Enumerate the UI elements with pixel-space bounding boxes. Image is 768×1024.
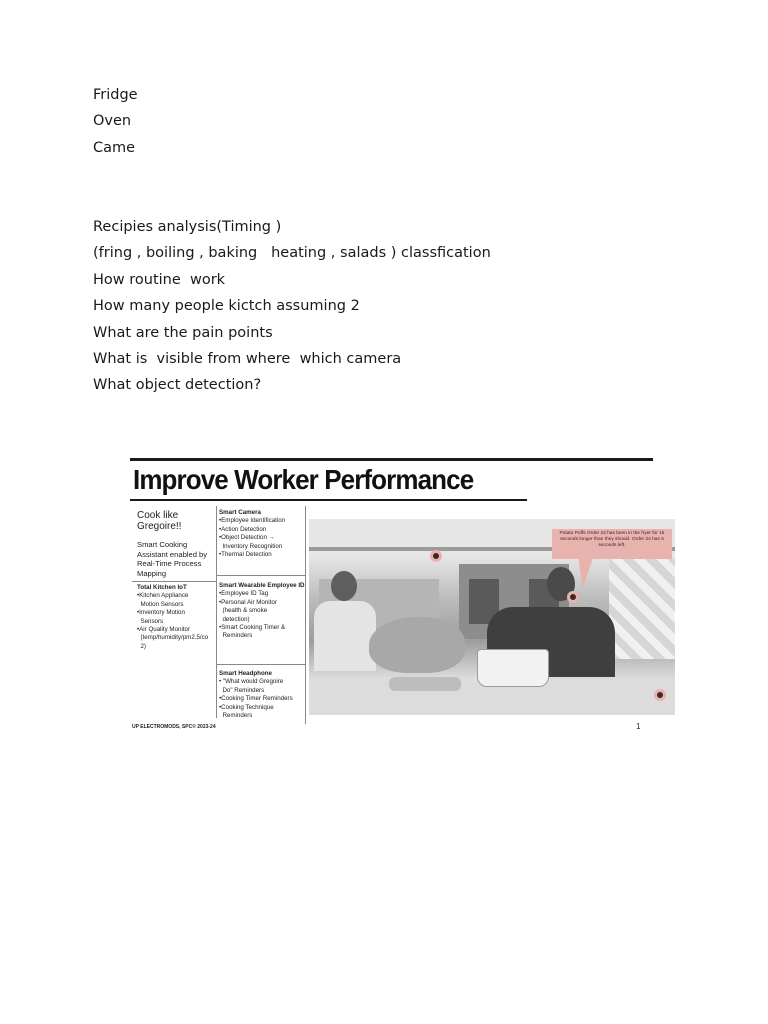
- feature-block-item: Inventory Recognition: [219, 542, 283, 550]
- feature-block-item: •Cooking Technique: [219, 703, 274, 711]
- slide-image: [122, 452, 678, 738]
- feature-block-item: •Kitchen Appliance: [137, 592, 189, 600]
- feature-block-item: •Employee ID Tag: [219, 590, 269, 598]
- callout-tail: [575, 559, 592, 589]
- note-line: Recipies analysis(Timing ): [93, 219, 282, 235]
- note-line: Fridge: [93, 87, 138, 103]
- title-rule-top: [130, 458, 653, 461]
- photo-cook-left-body: [314, 601, 376, 671]
- feature-block-item: (temp/humidity/pm2.5/co: [137, 634, 209, 642]
- note-line: Oven: [93, 113, 132, 130]
- feature-block: [219, 509, 305, 559]
- note-line: How many people kictch assuming 2: [93, 298, 360, 315]
- feature-block-divider: [216, 575, 306, 576]
- feature-block-item: •Thermal Detection: [219, 551, 272, 559]
- photo-pig-statue: [369, 617, 465, 673]
- slide-page-number: 1: [636, 722, 641, 731]
- kitchen-photo: [309, 519, 675, 715]
- cook-subheading: Smart Cooking Assistant enabled by Real-Time Process Mapping: [137, 540, 208, 578]
- order-callout: Potato Puffs Order 23 has been in the fryer for 15 seconds longer than they should. Order 24 has 5 seconds left.: [552, 529, 672, 559]
- note-line: What is visible from where which camera: [93, 351, 402, 367]
- feature-block-item: •Action Detection: [219, 525, 267, 533]
- photo-tiles: [609, 559, 675, 659]
- feature-block-item: •Smart Cooking Timer &: [219, 624, 286, 632]
- sensor-marker-icon: [430, 550, 442, 562]
- feature-block-item: (health & smoke: [219, 607, 268, 615]
- feature-block: [219, 670, 305, 720]
- slide-footer-copyright: UP ELECTROMODS, SPC© 2023-24: [132, 724, 216, 730]
- feature-block-item: Do" Reminders: [219, 686, 265, 694]
- feature-block-item: • "What would Gregoire: [219, 678, 284, 686]
- note-line: (fring , boiling , baking heating , salads ) classfication: [93, 245, 491, 262]
- feature-block-title: Total Kitchen IoT: [137, 584, 187, 591]
- feature-block-title: Smart Camera: [219, 509, 261, 516]
- feature-block-divider: [216, 664, 306, 665]
- photo-pig-base: [389, 677, 461, 691]
- feature-block-item: Sensors: [137, 617, 164, 625]
- feature-block-item: 2): [137, 642, 146, 650]
- kitchen-iot-block: [137, 584, 219, 651]
- column-divider-1: [216, 506, 217, 718]
- note-line: Came: [93, 139, 136, 156]
- feature-block-title: Smart Wearable Employee ID: [219, 582, 305, 589]
- feature-block-item: •Inventory Motion: [137, 609, 185, 617]
- feature-block-item: Motion Sensors: [137, 600, 184, 608]
- feature-block-item: •Cooking Timer Reminders: [219, 695, 293, 703]
- feature-block-item: Reminders: [219, 712, 253, 720]
- note-line: What are the pain points: [93, 324, 273, 341]
- note-line: How routine work: [93, 271, 226, 288]
- feature-block-item: Reminders: [219, 632, 253, 640]
- photo-cook-left: [331, 571, 357, 601]
- photo-pot: [477, 649, 549, 687]
- note-line: What object detection?: [93, 377, 262, 394]
- slide-title: Improve Worker Performance: [133, 463, 474, 496]
- feature-block-item: •Object Detection →: [219, 534, 275, 542]
- feature-block-title: Smart Headphone: [219, 670, 272, 677]
- cook-heading: Cook like Gregoire!!: [137, 510, 182, 532]
- column-divider-2: [305, 506, 306, 724]
- feature-block-item: •Air Quality Monitor: [137, 626, 191, 634]
- col1-divider: [132, 581, 216, 582]
- sensor-marker-icon: [654, 689, 666, 701]
- sensor-marker-icon: [567, 591, 579, 603]
- feature-block: [219, 582, 305, 641]
- feature-block-item: detection): [219, 615, 250, 623]
- title-rule-bottom: [130, 499, 527, 501]
- feature-block-item: •Personal Air Monitor: [219, 598, 277, 606]
- feature-block-item: •Employee Identification: [219, 517, 286, 525]
